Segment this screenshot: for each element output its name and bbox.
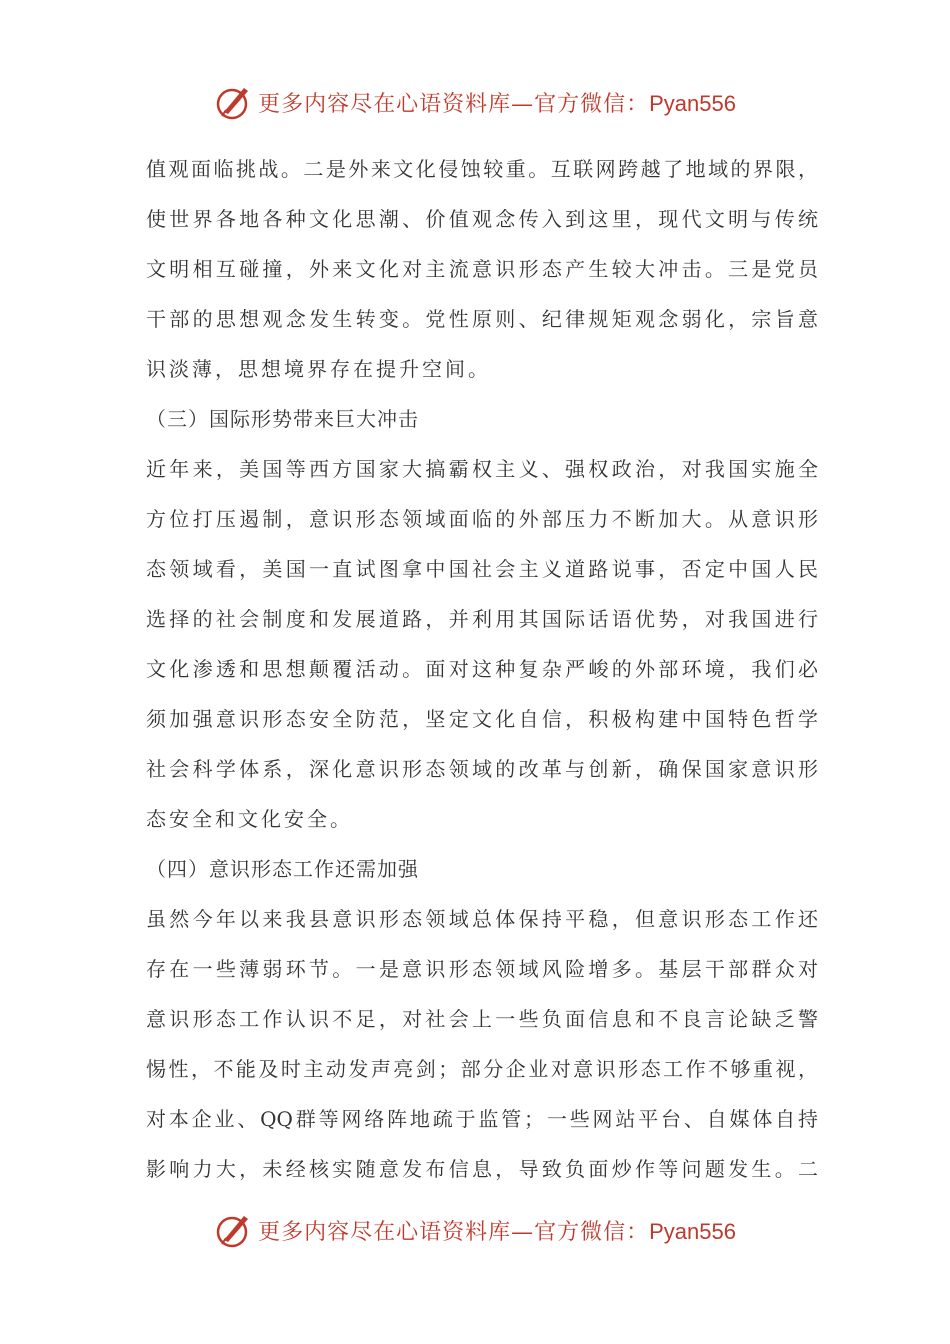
paragraph-line: 对本企业、QQ群等网络阵地疏于监管；一些网站平台、自媒体自持 <box>146 1107 818 1131</box>
paragraph-line: 意识形态工作认识不足，对社会上一些负面信息和不良言论缺乏警 <box>146 1007 818 1031</box>
section-heading: （四）意识形态工作还需加强 <box>146 857 419 881</box>
quill-logo-icon <box>214 1210 254 1250</box>
paragraph-line: 干部的思想观念发生转变。党性原则、纪律规矩观念弱化，宗旨意 <box>146 307 818 331</box>
paragraph-line: 态领域看，美国一直试图拿中国社会主义道路说事，否定中国人民 <box>146 557 818 581</box>
paragraph-line: 存在一些薄弱环节。一是意识形态领域风险增多。基层干部群众对 <box>146 957 818 981</box>
paragraph-line: 须加强意识形态安全防范，坚定文化自信，积极构建中国特色哲学 <box>146 707 818 731</box>
paragraph-line: 惕性，不能及时主动发声亮剑；部分企业对意识形态工作不够重视， <box>146 1057 818 1081</box>
watermark-text: 更多内容尽在心语资料库—官方微信：Pyan556 <box>258 90 736 117</box>
paragraph-line: 文化渗透和思想颠覆活动。面对这种复杂严峻的外部环境，我们必 <box>146 657 818 681</box>
document-body <box>146 144 818 1194</box>
paragraph-line: 近年来，美国等西方国家大搞霸权主义、强权政治，对我国实施全 <box>146 457 818 481</box>
watermark-banner-top <box>0 80 950 124</box>
paragraph-line: 社会科学体系，深化意识形态领域的改革与创新，确保国家意识形 <box>146 757 818 781</box>
watermark-banner-bottom <box>0 1208 950 1252</box>
paragraph-line: 方位打压遏制，意识形态领域面临的外部压力不断加大。从意识形 <box>146 507 818 531</box>
watermark-text: 更多内容尽在心语资料库—官方微信：Pyan556 <box>258 1218 736 1245</box>
paragraph-line: 文明相互碰撞，外来文化对主流意识形态产生较大冲击。三是党员 <box>146 257 818 281</box>
paragraph-line: 使世界各地各种文化思潮、价值观念传入到这里，现代文明与传统 <box>146 207 818 231</box>
quill-logo-icon <box>214 82 254 122</box>
paragraph-line: 识淡薄，思想境界存在提升空间。 <box>146 357 491 381</box>
paragraph-line: 虽然今年以来我县意识形态领域总体保持平稳，但意识形态工作还 <box>146 907 818 931</box>
paragraph-line: 影响力大，未经核实随意发布信息，导致负面炒作等问题发生。二 <box>146 1157 818 1181</box>
section-heading: （三）国际形势带来巨大冲击 <box>146 407 419 431</box>
paragraph-line: 值观面临挑战。二是外来文化侵蚀较重。互联网跨越了地域的界限， <box>146 157 818 181</box>
paragraph-line: 态安全和文化安全。 <box>146 807 353 831</box>
paragraph-line: 选择的社会制度和发展道路，并利用其国际话语优势，对我国进行 <box>146 607 818 631</box>
